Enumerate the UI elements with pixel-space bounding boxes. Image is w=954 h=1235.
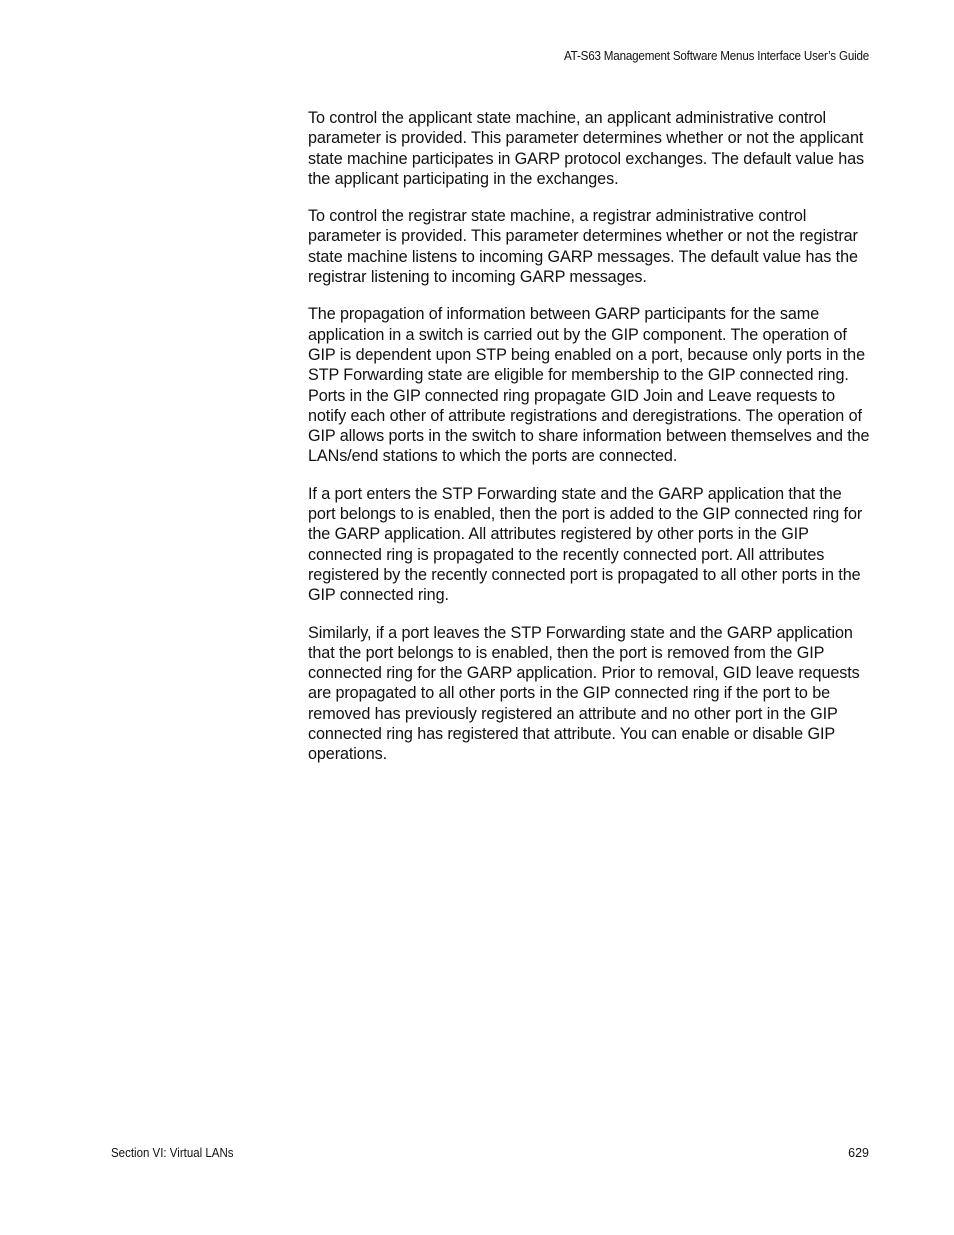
paragraph-port-enters-forwarding: If a port enters the STP Forwarding state and the GARP application that the port belongs to is enabled, then the port is added to the GIP connected ring for the GARP application. All attributes registered by other ports in the GIP connected ring is propagated to the recently connected port. All attributes registered by the recently connected port is propagated to all other ports in the GIP connected ring. (308, 484, 863, 605)
body-text (308, 108, 870, 782)
paragraph-gip-propagation: The propagation of information between GARP participants for the same application in a switch is carried out by the GIP component. The operation of GIP is dependent upon STP being enabled on a port, because only ports in the STP Forwarding state are eligible for membership to the GIP connected ring. Ports in the GIP connected ring propagate GID Join and Leave requests to notify each other of attribute registrations and deregistrations. The operation of GIP allows ports in the switch to share information between themselves and the LANs/end stations to which the ports are connected. (308, 305, 870, 466)
footer-page-number: 629 (848, 1146, 869, 1160)
footer-section-title: Section VI: Virtual LANs (111, 1146, 234, 1160)
paragraph-port-leaves-forwarding: Similarly, if a port leaves the STP Forwarding state and the GARP application that the port belongs to is enabled, then the port is removed from the GIP connected ring for the GARP application. Prior to removal, GID leave requests are propagated to all other ports in the GIP connected ring if the port to be removed has previously registered an attribute and no other port in the GIP connected ring has registered that attribute. You can enable or disable GIP operations. (308, 623, 860, 764)
paragraph-registrar-control: To control the registrar state machine, a registrar administrative control parameter is provided. This parameter determines whether or not the registrar state machine listens to incoming GARP messages. The default value has the registrar listening to incoming GARP messages. (308, 207, 858, 287)
paragraph-applicant-control: To control the applicant state machine, an applicant administrative control parameter is provided. This parameter determines whether or not the applicant state machine participates in GARP protocol exchanges. The default value has the applicant participating in the exchanges. (308, 109, 864, 188)
running-header: AT-S63 Management Software Menus Interface User’s Guide (563, 49, 869, 63)
